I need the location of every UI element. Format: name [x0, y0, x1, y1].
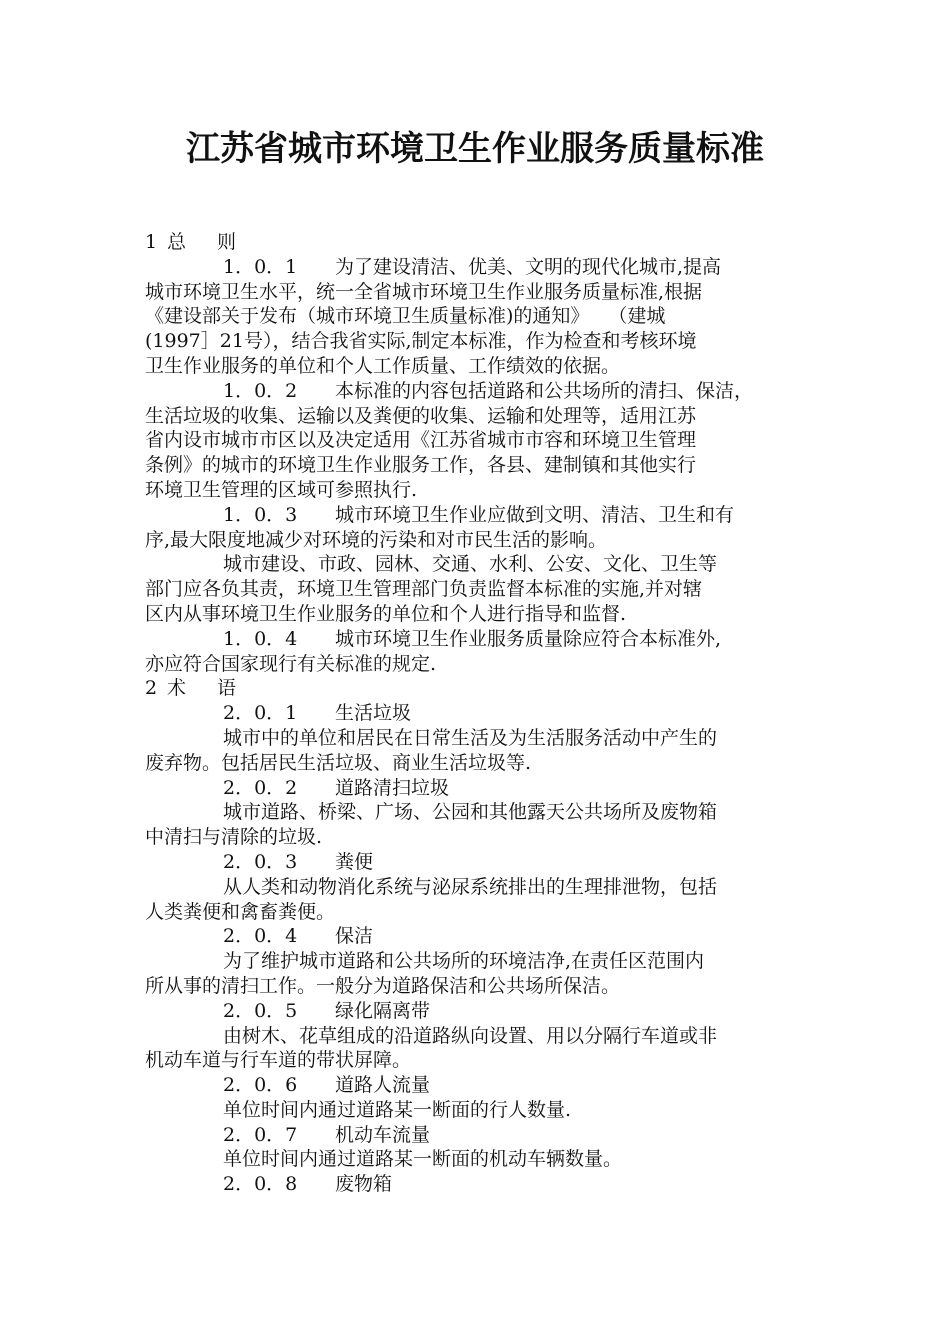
section-heading-1 — [145, 230, 835, 255]
term-name: 生活垃圾 — [335, 702, 412, 725]
term-name: 机动车流量 — [335, 1123, 431, 1146]
term-heading — [145, 850, 835, 875]
term-number: 2．0．4 — [223, 925, 298, 948]
text-line: 人类粪便和禽畜粪便。 — [145, 900, 336, 923]
text-line: 卫生作业服务的单位和个人工作质量、工作绩效的依据。 — [145, 354, 621, 377]
clause-text: 城市环境卫生作业应做到文明、清洁、卫生和有 — [335, 503, 735, 526]
term-name: 粪便 — [335, 850, 374, 873]
term-definition: 城市中的单位和居民在日常生活及为生活服务活动中产生的 — [223, 726, 718, 749]
text-line: 部门应各负其责，环境卫生管理部门负责监督本标准的实施,并对辖 — [145, 578, 703, 601]
section-title-part: 语 — [217, 677, 237, 700]
term-definition: 为了维护城市道路和公共场所的环境洁净,在责任区范围内 — [223, 950, 705, 973]
page-title: 江苏省城市环境卫生作业服务质量标准 — [186, 129, 764, 169]
term-definition: 从人类和动物消化系统与泌尿系统排出的生理排泄物，包括 — [223, 875, 718, 898]
term-heading — [145, 776, 835, 801]
term-heading — [145, 701, 835, 726]
text-line: 生活垃圾的收集、运输以及粪便的收集、运输和处理等，适用江苏 — [145, 404, 697, 427]
clause-number: 1．0．4 — [223, 627, 298, 650]
text-line: 机动车道与行车道的带状屏障。 — [145, 1049, 412, 1072]
term-name: 绿化隔离带 — [335, 999, 431, 1022]
section-title-part: 术 — [167, 677, 187, 700]
term-definition: 由树木、花草组成的沿道路纵向设置、用以分隔行车道或非 — [223, 1024, 718, 1047]
clause-1-0-3 — [145, 503, 835, 528]
clause-text: 城市环境卫生作业服务质量除应符合本标准外, — [335, 627, 722, 650]
section-number: 1 — [145, 231, 158, 253]
term-heading — [145, 924, 835, 949]
term-number: 2．0．3 — [223, 850, 298, 873]
text-line: 废弃物。包括居民生活垃圾、商业生活垃圾等. — [145, 751, 532, 774]
term-name: 废物箱 — [335, 1173, 393, 1196]
clause-text: 为了建设清洁、优美、文明的现代化城市,提高 — [335, 255, 722, 278]
text-line: 环境卫生管理的区域可参照执行. — [145, 478, 418, 501]
clause-number: 1．0．2 — [223, 379, 298, 402]
text-line: 省内设市城市市区以及决定适用《江苏省城市市容和环境卫生管理 — [145, 429, 697, 452]
clause-text: 本标准的内容包括道路和公共场所的清扫、保洁， — [335, 379, 754, 402]
term-heading — [145, 1073, 835, 1098]
clause-1-0-2 — [145, 379, 835, 404]
paragraph-first-line: 城市建设、市政、园林、交通、水利、公安、文化、卫生等 — [223, 553, 718, 576]
text-line: (1997］21号），结合我省实际,制定本标准，作为检查和考核环境 — [145, 330, 697, 353]
term-heading — [145, 1123, 835, 1148]
term-number: 2．0．7 — [223, 1123, 298, 1146]
text-line: 中清扫与清除的垃圾. — [145, 826, 323, 849]
term-number: 2．0．2 — [223, 776, 298, 799]
term-definition: 城市道路、桥梁、广场、公园和其他露天公共场所及废物箱 — [223, 801, 718, 824]
clause-1-0-4 — [145, 627, 835, 652]
text-line: 亦应符合国家现行有关标准的规定. — [145, 652, 437, 675]
section-title-part: 总 — [167, 231, 187, 253]
term-number: 2．0．1 — [223, 702, 298, 725]
term-number: 2．0．8 — [223, 1173, 298, 1196]
term-number: 2．0．5 — [223, 999, 298, 1022]
term-name: 道路人流量 — [335, 1074, 431, 1097]
clause-number: 1．0．1 — [223, 255, 298, 278]
section-heading-2 — [145, 676, 835, 701]
section-number: 2 — [145, 677, 158, 700]
text-line: 所从事的清扫工作。一般分为道路保洁和公共场所保洁。 — [145, 974, 621, 997]
term-name: 保洁 — [335, 925, 374, 948]
text-line: 区内从事环境卫生作业服务的单位和个人进行指导和监督. — [145, 602, 627, 625]
text-line: 序,最大限度地减少对环境的污染和对市民生活的影响。 — [145, 528, 608, 551]
text-line: 条例》的城市的环境卫生作业服务工作，各县、建制镇和其他实行 — [145, 454, 697, 477]
document-body — [145, 230, 835, 1197]
term-heading — [145, 999, 835, 1024]
text-line: 城市环境卫生水平，统一全省城市环境卫生作业服务质量标准,根据 — [145, 280, 703, 303]
text-line: 《建设部关于发布（城市环境卫生质量标准)的通知》 （建城 — [145, 305, 666, 328]
clause-1-0-1 — [145, 255, 835, 280]
clause-number: 1．0．3 — [223, 503, 298, 526]
term-definition: 单位时间内通过道路某一断面的机动车辆数量。 — [223, 1148, 623, 1171]
term-number: 2．0．6 — [223, 1074, 298, 1097]
term-definition: 单位时间内通过道路某一断面的行人数量. — [223, 1098, 572, 1121]
term-heading — [145, 1172, 835, 1197]
term-name: 道路清扫垃圾 — [335, 776, 450, 799]
section-title-part: 则 — [217, 231, 237, 253]
